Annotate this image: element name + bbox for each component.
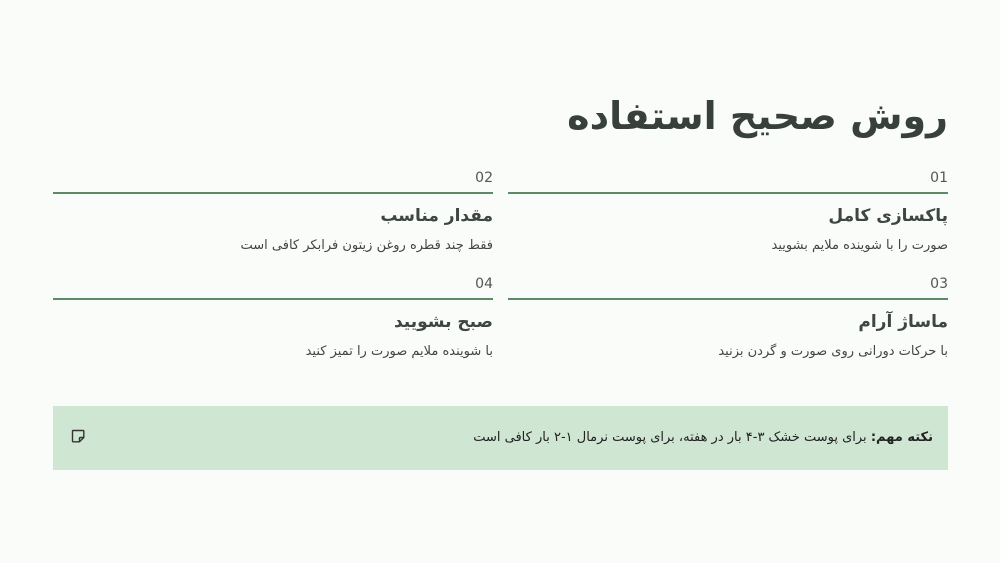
- step-card-1: [508, 168, 948, 256]
- step-description: با شوینده ملایم صورت را تمیز کنید: [305, 344, 493, 359]
- step-number: 03: [508, 274, 948, 300]
- note-text: [473, 427, 933, 449]
- note-label: نکته مهم:: [870, 430, 933, 445]
- step-card-2: [53, 168, 493, 256]
- step-title: پاکسازی کامل: [828, 206, 948, 226]
- step-title: صبح بشویید: [393, 312, 493, 332]
- sticky-note-icon: [70, 428, 86, 444]
- note-body: برای پوست خشک ۳-۴ بار در هفته، برای پوست نرمال ۱-۲ بار کافی است: [473, 430, 867, 445]
- step-description: با حرکات دورانی روی صورت و گردن بزنید: [718, 344, 948, 359]
- step-number: 01: [508, 168, 948, 194]
- step-card-4: [53, 274, 493, 362]
- step-number: 02: [53, 168, 493, 194]
- step-description: صورت را با شوینده ملایم بشویید: [771, 238, 948, 253]
- step-description: فقط چند قطره روغن زیتون فرابکر کافی است: [240, 238, 493, 253]
- important-note: [53, 406, 948, 470]
- step-card-3: [508, 274, 948, 362]
- step-title: مقدار مناسب: [380, 206, 493, 226]
- page-title: روش صحیح استفاده: [567, 94, 948, 138]
- steps-grid: [53, 168, 948, 362]
- slide: [53, 0, 948, 563]
- step-number: 04: [53, 274, 493, 300]
- step-title: ماساژ آرام: [858, 312, 948, 332]
